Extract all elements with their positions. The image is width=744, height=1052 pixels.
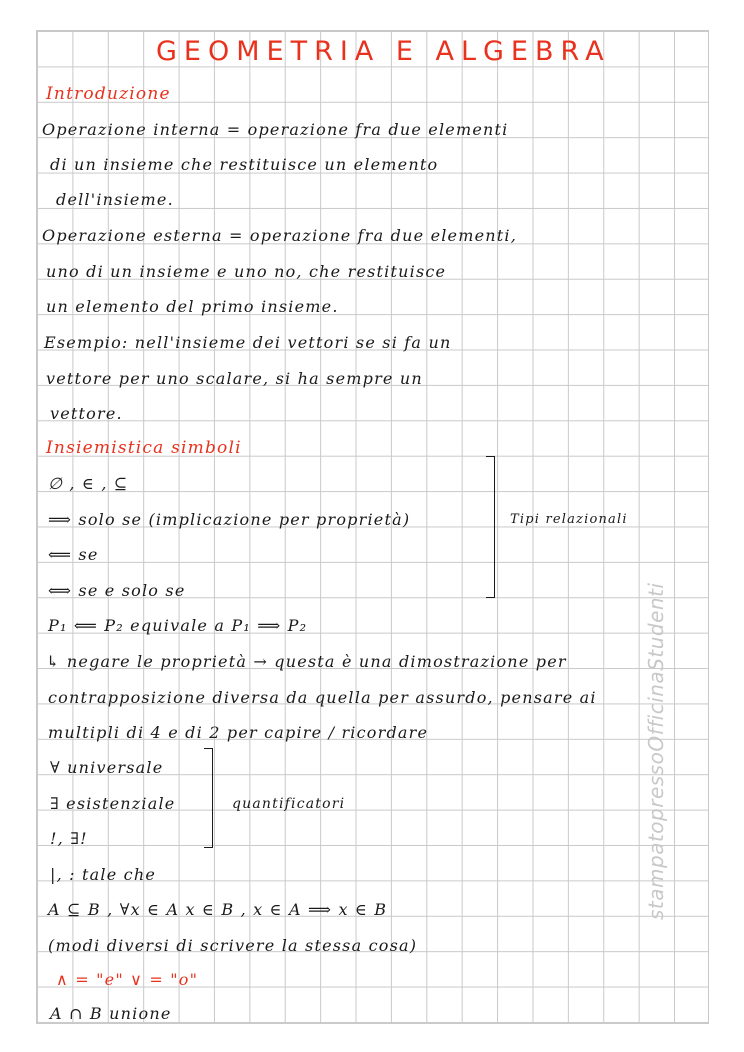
symbol-line: !, ∃! [50,829,88,848]
symbol-line: ∅ , ∈ , ⊆ [48,474,129,493]
quantifiers-label: quantificatori [232,796,346,812]
symbol-line: ⟸ se [48,545,99,564]
relations-label: Tipi relazionali [510,512,628,527]
watermark-text: stampatopressoOfficinaStudenti [644,582,668,920]
symbol-line: P₁ ⟸ P₂ equivale a P₁ ⟹ P₂ [48,616,308,635]
symbol-line: ↳ negare le proprietà → questa è una dimostrazione per [46,652,567,671]
symbol-line: ∃ esistenziale [50,794,176,813]
symbol-line: (modi diversi di scrivere la stessa cosa) [48,936,418,955]
intro-line: di un insieme che restituisce un elemento [50,155,439,174]
quantifiers-bracket [204,748,213,848]
intro-line: vettore. [50,404,123,423]
intro-line: Esempio: nell'insieme dei vettori se si fa un [44,333,452,352]
intro-line: un elemento del primo insieme. [46,297,339,316]
intro-line: uno di un insieme e uno no, che restituisce [46,262,447,281]
intro-line: Operazione interna = operazione fra due elementi [42,120,509,139]
symbol-line: A ⊆ B , ∀x ∈ A x ∈ B , x ∈ A ⟹ x ∈ B [48,900,388,919]
symbol-line: multipli di 4 e di 2 per capire / ricordare [48,723,429,742]
symbol-line: ⟺ se e solo se [48,581,186,600]
intro-line: Operazione esterna = operazione fra due elementi, [42,226,518,245]
relations-bracket [486,456,495,598]
symbol-line: |, : tale che [50,865,157,884]
intro-line: dell'insieme. [56,190,174,209]
intro-line: vettore per uno scalare, si ha sempre un [46,369,423,388]
symbol-line: contrapposizione diversa da quella per assurdo, pensare ai [48,688,597,707]
intro-heading: Introduzione [46,84,171,104]
symbol-line: ⟹ solo se (implicazione per proprietà) [48,510,411,529]
symbol-line: A ∩ B unione [50,1004,172,1023]
symbol-line: ∧ = "e" ∨ = "o" [56,970,199,989]
page-title: GEOMETRIA E ALGEBRA [156,36,611,67]
symbols-heading: Insiemistica simboli [46,438,242,458]
symbol-line: ∀ universale [50,758,164,777]
